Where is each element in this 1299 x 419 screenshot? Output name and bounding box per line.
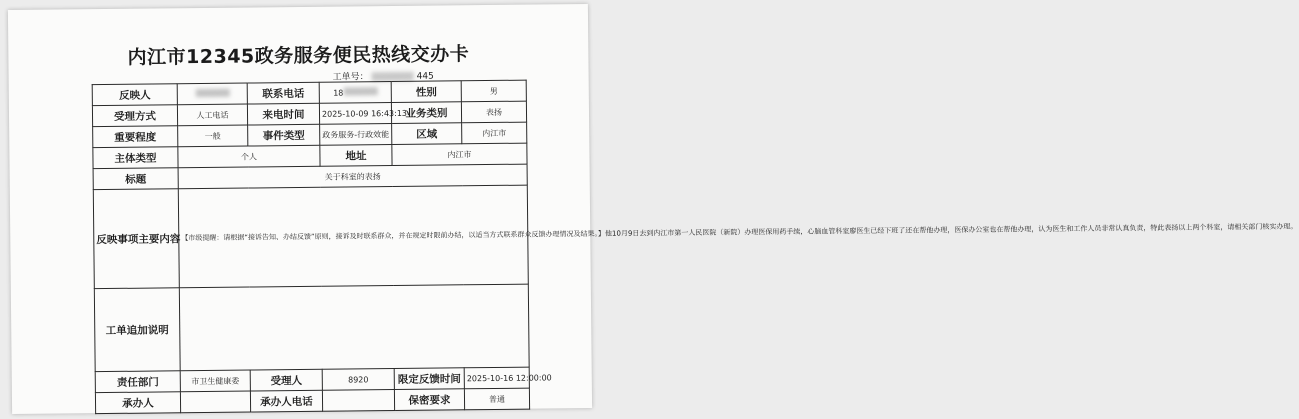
accept-method-label: 受理方式: [92, 105, 177, 127]
dept-label: 责任部门: [95, 371, 180, 393]
reporter-value: [177, 83, 247, 105]
importance-value: 一般: [178, 125, 248, 147]
secrecy-label: 保密要求: [394, 389, 464, 411]
reporter-label: 反映人: [92, 84, 177, 106]
region-label: 区域: [392, 123, 462, 145]
address-label: 地址: [320, 145, 392, 167]
table-row: [94, 284, 529, 372]
handler-value: [180, 391, 250, 413]
call-time-value: 2025-10-09 16:43:13: [319, 103, 391, 125]
address-value: 内江市: [392, 143, 527, 165]
handler-phone-value: [322, 390, 394, 412]
order-number-label: 工单号：: [332, 72, 369, 83]
event-type-label: 事件类型: [248, 124, 320, 146]
phone-prefix: 18: [333, 88, 344, 98]
topic-label: 标题: [93, 168, 178, 190]
handler-phone-label: 承办人电话: [250, 390, 322, 412]
acceptor-label: 受理人: [250, 369, 322, 391]
redacted-reporter-name: [195, 89, 229, 97]
card-title: 内江市12345政务服务便民热线交办卡: [127, 43, 470, 69]
phone-label: 联系电话: [247, 82, 319, 104]
accept-method-value: 人工电话: [177, 104, 247, 126]
subject-type-label: 主体类型: [93, 147, 178, 169]
handler-label: 承办人: [95, 392, 180, 414]
dept-value: 市卫生健康委: [180, 370, 250, 392]
subject-type-value: 个人: [178, 145, 320, 167]
content-label: 反映事项主要内容: [93, 189, 179, 289]
gender-value: 男: [461, 80, 526, 102]
append-label: 工单追加说明: [94, 288, 180, 372]
region-value: 内江市: [462, 122, 527, 144]
append-value: [179, 284, 529, 371]
redacted-order-number: [372, 72, 414, 81]
phone-value: [319, 82, 391, 104]
handover-card-sheet: [8, 4, 1298, 414]
biz-category-value: 表扬: [461, 101, 526, 123]
table-row: [95, 388, 529, 414]
biz-category-label: 业务类别: [391, 102, 461, 124]
redacted-phone: [343, 87, 377, 95]
gender-label: 性别: [391, 81, 461, 103]
call-time-label: 来电时间: [247, 103, 319, 125]
topic-value: 关于科室的表扬: [178, 164, 527, 189]
table-row: [93, 185, 528, 289]
deadline-label: 限定反馈时间: [394, 368, 464, 390]
content-value: 【市级提醒：请根据“接诉告知、办结反馈”原则，接诉及时联系群众，并在规定时限前办结，以适当方式联系群众反馈办理情况及结果。】他10月9日去到内江市第一人民医院（新院）办理医保用药手续，心脑血管科室廖医生已经下班了还在帮他办理，医保办公室也在帮他办理，认为医生和工作人员非常认真负责，特此表扬以上两个科室，请相关部门核实办理。: [178, 185, 528, 288]
acceptor-value: 8920: [322, 369, 394, 391]
importance-label: 重要程度: [93, 126, 178, 148]
event-type-value: 政务服务-行政效能: [320, 124, 392, 146]
secrecy-value: 普通: [464, 388, 529, 410]
deadline-value: 2025-10-16 12:00:00: [464, 367, 529, 389]
handover-card-table: [92, 80, 1298, 415]
order-number-suffix: 445: [416, 71, 434, 82]
